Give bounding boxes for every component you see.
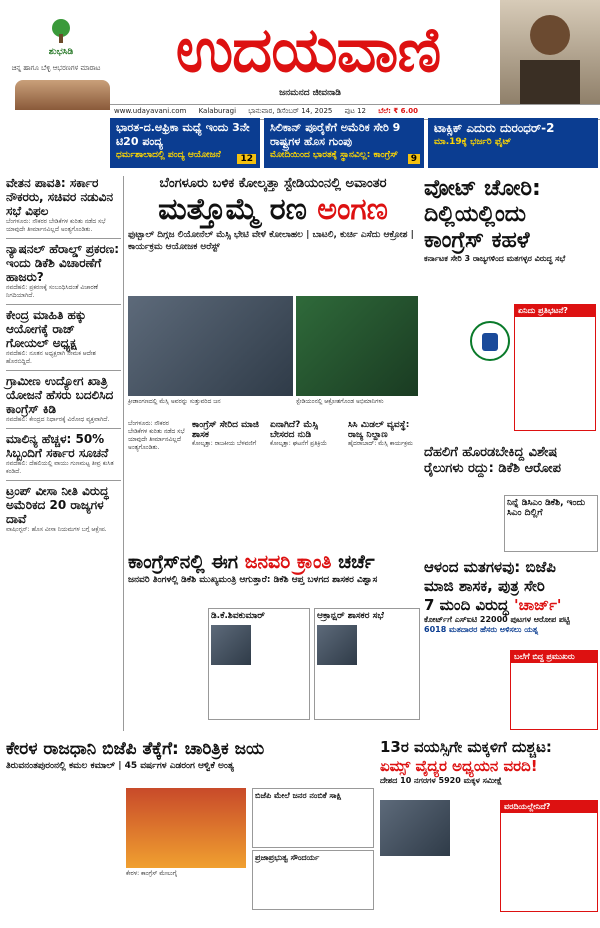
vote-headline-3: ಕಾಂಗ್ರೆಸ್ ಕಹಳೆ	[424, 228, 530, 253]
sidebar-body: ವಾಷಿಂಗ್ಟನ್: ಹೊಸ ವೀಸಾ ನಿಯಮಗಳ ಬಗ್ಗೆ ಆಕ್ಷೇಪ.	[6, 526, 107, 533]
aland-story[interactable]	[424, 558, 596, 730]
divider	[6, 304, 121, 305]
congress-headline-black: ಕಾಂಗ್ರೆಸ್‌ನಲ್ಲಿ ಈಗ	[128, 551, 239, 573]
stadium-photo	[296, 296, 418, 396]
mid-stories	[128, 420, 418, 540]
sidebar-story[interactable]	[6, 308, 121, 366]
congress-box-2-title: ಆಕ್ರಾನ್ಷರ್ ಶಾಸಕರ ಸಭೆ	[317, 611, 384, 621]
teaser-headline: ಸಿಲಿಕಾನ್ ಪೂರೈಕೆಗೆ ಅಮೆರಿಕ ಸೇರಿ 9 ರಾಷ್ಟ್ರಗಳ ಹೊಸ ಗುಂಪು	[270, 121, 401, 148]
child-headline-2: ಏಮ್ಸ್ ವೈದ್ಯರ ಅಧ್ಯಯನ ವರದಿ!	[380, 757, 538, 775]
main-story[interactable]	[128, 176, 418, 416]
main-headline-black: ಮತ್ತೊಮ್ಮೆ ರಣ	[158, 192, 307, 227]
vote-story[interactable]	[424, 176, 596, 441]
child-lede: ದೇಶದ 10 ನಗರಗಳ 5920 ಮಕ್ಕಳ ಸಮೀಕ್ಷೆ	[380, 776, 503, 785]
edition: Kalaburagi	[198, 107, 237, 115]
congress-box-1-title: ಡಿ.ಕೆ.ಶಿವಕುಮಾರ್	[211, 611, 265, 621]
kerala-lede: ತಿರುವನಂತಪುರಂನಲ್ಲಿ ಕಮಲ ಕಮಾಲ್ | 45 ವರ್ಷಗಳ ಎಡರಂಗ ಆಳ್ವಿಕೆ ಅಂತ್ಯ	[6, 761, 234, 771]
sidebar-headline: ಕೇಂದ್ರ ಮಾಹಿತಿ ಹಕ್ಕು ಆಯೋಗಕ್ಕೆ ರಾಜ್ ಗೋಯಲ್ ಅಧ್ಯಕ್ಷ	[6, 308, 87, 350]
kerala-caption: ಕೇರಳ: ಕಾಂಗ್ರೆಸ್ ಮೇಲುಗೈ	[126, 870, 178, 877]
mid-headline: ಏನಾಗಿದೆ? ಮೆಸ್ಸಿ ಬೇಸರದ ನುಡಿ	[270, 420, 318, 440]
sidebar-headline: ಮಾಲಿನ್ಯ ಹೆಚ್ಚಳ: 50% ಸಿಬ್ಬಂದಿಗೆ ಸರ್ಕಾರ ಸೂಚನೆ	[6, 432, 109, 460]
delhi-train-story[interactable]	[424, 445, 596, 555]
teaser-headline: ಟಾಕ್ಸಿಕ್ ಎದುರು ದುರಂಧರ್-2	[434, 121, 555, 135]
aland-headline-red: 'ಚಾರ್ಜ್'	[514, 596, 562, 614]
teaser-silicon[interactable]	[264, 118, 424, 168]
mid-headline: ಕಾಂಗ್ರೆಸ್ ಸೇರಿದ ಮಾಜಿ ಶಾಸಕ	[192, 420, 259, 440]
price: ಬೆಲೆ: ₹ 6.00	[378, 107, 418, 115]
newspaper-title: ಉದಯವಾಣಿ	[175, 13, 441, 86]
cricketer-photo	[15, 80, 110, 110]
aland-box-title: ಬಲೆಗೆ ಬಿದ್ದ ಪ್ರಮುಖರು	[511, 651, 597, 663]
tree-icon	[46, 18, 76, 44]
main-headline	[128, 191, 418, 229]
congress-lede: ಜನವರಿ ತಿಂಗಳಲ್ಲಿ ಡಿಕೆಶಿ ಮುಖ್ಯಮಂತ್ರಿ ಆಗುತ್ತಾರೆ: ಡಿಕೆಶಿ ಆಪ್ತ ಬಳಗದ ಶಾಸಕರ ವಿಶ್ವಾಸ	[128, 575, 378, 585]
teaser-headline: ಭಾರತ-ದ.ಆಫ್ರಿಕಾ ಮಧ್ಯೆ ಇಂದು 3ನೇ ಟಿ20 ಪಂದ್ಯ	[116, 121, 250, 148]
aland-lede: ಕೋರ್ಟ್‌ಗೆ ಎಸ್‌ಐಟಿ 22000 ಪುಟಗಳ ಆರೋಪ ಪಟ್ಟಿ	[424, 615, 570, 624]
aland-headline-1: ಆಳಂದ ಮತಗಳವು: ಬಿಜೆಪಿ	[424, 558, 556, 576]
website: www.udayavani.com	[114, 107, 187, 115]
aland-headline-2: ಮಾಜಿ ಶಾಸಕ, ಪುತ್ರ ಸೇರಿ	[424, 577, 545, 595]
sidebar-story[interactable]	[6, 242, 121, 300]
sidebar-story[interactable]	[6, 432, 121, 476]
child-photo	[380, 800, 450, 856]
vote-lede: ಕರ್ನಾಟಕ ಸೇರಿ 3 ರಾಜ್ಯಗಳಿಂದ ಮತಗಳ್ಳರ ವಿರುದ್ಧ ಸಭೆ	[424, 254, 566, 263]
sidebar-story[interactable]	[6, 484, 121, 534]
child-box-title: ವರದಿಯಲ್ಲೇನಿದೆ?	[501, 801, 597, 813]
aland-box	[510, 650, 598, 730]
mid-body: ಕೋಲ್ಕತ್ತಾ: ಘಟನೆಗೆ ಪ್ರತಿಕ್ರಿಯೆ	[270, 440, 328, 447]
vote-headline-1: ವೋಟ್ ಚೋರಿ:	[424, 176, 541, 201]
photo-caption-2: ಸ್ಟೇಡಿಯಂನಲ್ಲಿ ಆಕ್ರೋಶಗೊಂಡ ಅಭಿಮಾನಿಗಳು	[296, 398, 384, 405]
congress-headline-black2: ಚರ್ಚೆ	[338, 551, 375, 573]
divider	[6, 480, 121, 481]
kerala-box-2	[252, 850, 374, 910]
page-count: ಪುಟ 12	[344, 107, 367, 115]
sidebar-story[interactable]	[6, 176, 121, 234]
masthead	[0, 0, 600, 112]
sidebar-headline: ಗ್ರಾಮೀಣ ಉದ್ಯೋಗ ಖಾತ್ರಿ ಯೋಜನೆ ಹೆಸರು ಬದಲಿಸಿದ ಕಾಂಗ್ರೆಸ್ ಕಿಡಿ	[6, 374, 114, 416]
sidebar-body: ನವದೆಹಲಿ: ಕೇಂದ್ರದ ನಿರ್ಧಾರಕ್ಕೆ ವಿರೋಧ ವ್ಯಕ್ತವಾಗಿದೆ.	[6, 416, 110, 423]
mid-headline: ಸಿಸಿ ಮಿಡಲ್ ವ್ಯವಸ್ಥೆ: ರಾಜ್ಯ ನಿಲ್ದಾಣ	[348, 420, 410, 440]
divider	[6, 428, 121, 429]
kerala-box-1	[252, 788, 374, 848]
sidebar-headline: ವೇತನ ಪಾವತಿ: ಸರ್ಕಾರ ನೌಕರರು, ಸಚಿವರ ನಡುವಿನ ಸಭೆ ವಿಫಲ	[6, 176, 113, 218]
vote-headline-2: ದಿಲ್ಲಿಯಲ್ಲಿಂದು	[424, 202, 526, 227]
sidebar-body: ನವದೆಹಲಿ: ದೆಹಲಿಯಲ್ಲಿ ವಾಯು ಗುಣಮಟ್ಟ ತೀವ್ರ ಕುಸಿತ ಕಂಡಿದೆ.	[6, 460, 114, 475]
kerala-box-2-title: ಪ್ರಜಾಪ್ರಭುತ್ವ ಸೌಂದರ್ಯ	[255, 853, 320, 862]
delhi-headline: ದೆಹಲಿಗೆ ಹೊರಡಬೇಕಿದ್ದ ವಿಶೇಷ ರೈಲುಗಳು ರದ್ದು: ಡಿಕೆಶಿ ಆರೋಪ	[424, 445, 561, 476]
sidebar-body: ನವದೆಹಲಿ: ನೂತನ ಅಧ್ಯಕ್ಷರಾಗಿ ನೇಮಕ ಆದೇಶ ಹೊರಬಿದ್ದಿದೆ.	[6, 350, 96, 365]
sidebar-story[interactable]	[6, 374, 121, 424]
aland-sub: 6018 ಮತದಾರರ ಹೆಸರು ಅಳಿಸಲು ಯತ್ನ	[424, 625, 539, 634]
vote-explainer-box	[514, 304, 596, 431]
mid-body: ಬೆಂಗಳೂರು: ನೌಕರರ ಬೇಡಿಕೆಗಳ ಕುರಿತು ನಡೆದ ಸಭೆ ಯಾವುದೇ ತೀರ್ಮಾನವಿಲ್ಲದೆ ಅಂತ್ಯಗೊಂಡಿತು.	[128, 420, 185, 451]
congress-headline-red: ಜನವರಿ ಕ್ರಾಂತಿ	[244, 551, 332, 573]
delhi-side-head: ನಿನ್ನೆ ಡಿಸಿಎಂ ಡಿಕೆಶಿ, ಇಂದು ಸಿಎಂ ದಿಲ್ಲಿಗೆ	[507, 498, 586, 518]
congress-box-2	[314, 608, 420, 720]
kerala-box-1-title: ಬಿಜೆಪಿ ಮೇಲೆ ಜನರ ನಂಬಿಕೆ ಸಾಕ್ಷಿ	[255, 791, 342, 800]
kerala-headline: ಕೇರಳ ರಾಜಧಾನಿ ಬಿಜೆಪಿ ತೆಕ್ಕೆಗೆ: ಚಾರಿತ್ರಿಕ ಜಯ	[6, 739, 265, 759]
sidebar-body: ಬೆಂಗಳೂರು: ನೌಕರರ ಬೇಡಿಕೆಗಳ ಕುರಿತು ನಡೆದ ಸಭೆ ಯಾವುದೇ ತೀರ್ಮಾನವಿಲ್ಲದೆ ಅಂತ್ಯಗೊಂಡಿತು.	[6, 218, 106, 233]
teaser-page: 12	[237, 154, 256, 164]
main-headline-red: ಅಂಗಣ	[317, 192, 388, 227]
actor-photo	[500, 0, 600, 112]
child-story[interactable]	[380, 738, 596, 918]
mid-story[interactable]	[270, 420, 344, 530]
congress-headline	[128, 550, 418, 574]
congress-box-1	[208, 608, 310, 720]
teaser-sub: ಮಾ.19ಕ್ಕೆ ಭರ್ಜರಿ ಫೈಟ್	[434, 137, 512, 147]
date: ಭಾನುವಾರ, ಡಿಸೆಂಬರ್ 14, 2025	[248, 107, 333, 115]
teaser-cricket[interactable]	[110, 118, 260, 168]
teaser-sub: ಧರ್ಮಶಾಲಾದಲ್ಲಿ ಪಂದ್ಯ ಆಯೋಜನೆ	[116, 150, 221, 160]
teaser-movie[interactable]	[428, 118, 598, 168]
sidebar-body: ನವದೆಹಲಿ: ಪ್ರಕರಣಕ್ಕೆ ಸಂಬಂಧಿಸಿದಂತೆ ವಿಚಾರಣೆ ನಿಗದಿಯಾಗಿದೆ.	[6, 284, 98, 299]
aland-headline-3-black: 7 ಮಂದಿ ವಿರುದ್ಧ	[424, 596, 509, 614]
column-rule	[123, 176, 124, 731]
mid-body: ಹೈದರಾಬಾದ್: ಮೆಸ್ಸಿ ಕಾರ್ಯಕ್ರಮ	[348, 440, 413, 447]
child-box	[500, 800, 598, 912]
mid-body: ಕೋಲ್ಕತ್ತಾ: ರಾಜಕೀಯ ಬೆಳವಣಿಗೆ	[192, 440, 257, 447]
tagline: ಜನಮನದ ಜೀವನಾಡಿ	[279, 88, 341, 98]
kerala-story[interactable]	[6, 738, 376, 918]
shivakumar-photo	[211, 625, 251, 665]
mid-story[interactable]	[128, 420, 188, 540]
divider	[6, 238, 121, 239]
sponsor-badge	[36, 18, 86, 62]
sponsor-name: ಶುಭಸಿಡಿ	[48, 47, 74, 57]
mid-story[interactable]	[192, 420, 266, 530]
divider	[6, 370, 121, 371]
main-lede: ಫುಟ್ಬಾಲ್ ದಿಗ್ಗಜ ಲಿಯೋನೆಲ್ ಮೆಸ್ಸಿ ಭೇಟಿ ವೇಳೆ ಕೋಲಾಹಲ | ಬಾಟಲಿ, ಕುರ್ಚಿ ಎಸೆದು ಆಕ್ರೋಶ | ಕಾರ್ಯಕ್ರಮ ಆಯೋಜಕ ಅರೆಸ್ಟ್	[128, 230, 414, 252]
aland-headline-3	[424, 596, 596, 615]
photo-caption-1: ಕ್ರೀಡಾಂಗಣದಲ್ಲಿ ಮೆಸ್ಸಿ ಅವರನ್ನು ಸುತ್ತುವರಿದ ಜನ	[128, 398, 221, 405]
child-headline-1: 13ರ ವಯಸ್ಸಿಗೇ ಮಕ್ಕಳಿಗೆ ದುಶ್ಚಟ:	[380, 738, 552, 756]
sidebar-headline: ನ್ಯಾಷನಲ್ ಹೆರಾಲ್ಡ್ ಪ್ರಕರಣ: ಇಂದು ಡಿಕೆಶಿ ವಿಚಾರಣೆಗೆ ಹಾಜರು?	[6, 242, 120, 284]
teaser-sub: ಮೋದಿಯಿಂದ ಭಾರತಕ್ಕೆ ಸ್ಥಾನವಿಲ್ಲ: ಕಾಂಗ್ರೆಸ್	[270, 150, 398, 160]
sidebar-headline: ಟ್ರಂಪ್ ವೀಸಾ ನೀತಿ ವಿರುದ್ಧ ಅಮೆರಿಕದ 20 ರಾಜ್ಯಗಳ ದಾವೆ	[6, 484, 109, 526]
congress-hand-icon	[470, 321, 510, 361]
mid-story[interactable]	[348, 420, 418, 530]
messi-crowd-photo	[128, 296, 293, 396]
teaser-page: 9	[408, 154, 420, 164]
sponsor-sub: ಚಿನ್ನ ಹಾಗೂ ಬೆಳ್ಳಿ ಆಭರಣಗಳ ಮಾರಾಟ	[11, 64, 101, 72]
left-sidebar	[6, 176, 121, 731]
leader-photo	[317, 625, 357, 665]
congress-story[interactable]	[128, 550, 418, 730]
actor-silhouette	[500, 0, 600, 112]
kerala-photo	[126, 788, 246, 868]
main-kicker: ಬೆಂಗಳೂರು ಬಳಿಕ ಕೋಲ್ಕತ್ತಾ ಸ್ಟೇಡಿಯಂನಲ್ಲಿ ಅವಾಂತರ	[159, 176, 387, 191]
delhi-side-box	[504, 495, 598, 552]
vote-box-title: ಏನಿದು ಪ್ರತಿಭಟನೆ?	[515, 305, 595, 317]
